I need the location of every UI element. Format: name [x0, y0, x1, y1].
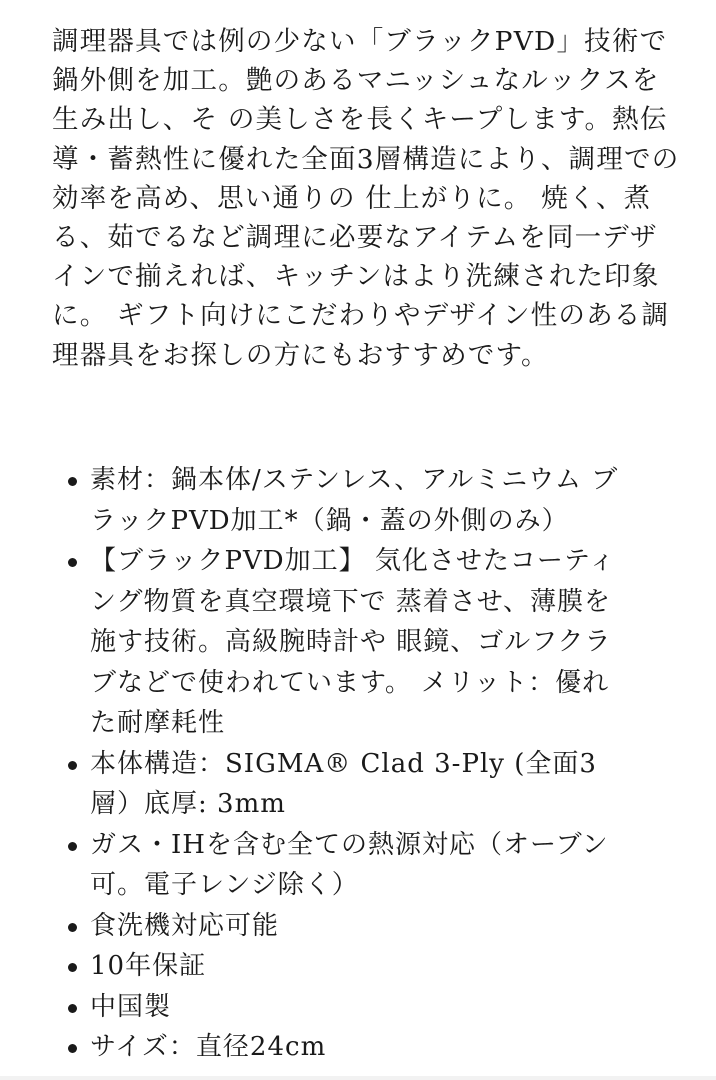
bottom-divider [0, 1076, 716, 1080]
feature-item-material: 素材：鍋本体/ステンレス、アルミニウム ブラックPVD加工*（鍋・蓋の外側のみ） [0, 460, 635, 541]
feature-item-origin: 中国製 [0, 987, 635, 1028]
feature-item-black-pvd: 【ブラックPVD加工】 気化させたコーティング物質を真空環境下で 蒸着させ、薄膜を施す技術。高級腕時計や 眼鏡、ゴルフクラブなどで使われています。 メリット：優れた耐摩耗性 [0, 541, 635, 744]
feature-item-structure: 本体構造：SIGMA® Clad 3-Ply (全面3層）底厚: 3mm [0, 744, 635, 825]
feature-item-warranty: 10年保証 [0, 946, 635, 987]
product-features-list [0, 460, 716, 1068]
feature-item-dishwasher: 食洗機対応可能 [0, 906, 635, 947]
feature-item-size: サイズ：直径24cm [0, 1027, 635, 1068]
feature-item-heat-source: ガス・IHを含む全ての熱源対応（オーブン可。電子レンジ除く） [0, 825, 635, 906]
product-description-paragraph: 調理器具では例の少ない「ブラックPVD」技術で鍋外側を加工。艶のあるマニッシュなルックスを生み出し、そ の美しさを長くキープします。熱伝導・蓄熱性に優れた全面3層構造により、調理での効率を高め、思い通りの 仕上がりに。 焼く、煮る、茹でるなど調理に必要なアイテムを同一デザインで揃えれば、キッチンはより洗練された印象に。 ギフト向けにこだわりやデザイン性のある調理器具をお探しの方にもおすすめです。 [52, 26, 680, 371]
